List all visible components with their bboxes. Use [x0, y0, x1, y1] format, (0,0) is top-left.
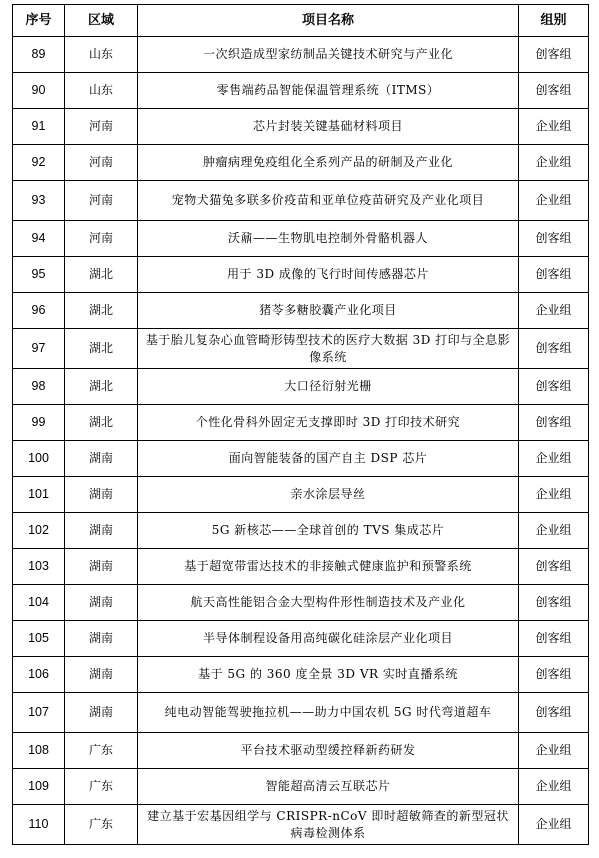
row-region-cell: 河南 — [65, 109, 138, 145]
row-number-cell: 92 — [13, 145, 65, 181]
row-number-cell: 107 — [13, 693, 65, 733]
table-body — [13, 37, 589, 845]
row-group-cell: 创客组 — [519, 221, 589, 257]
row-group-cell: 创客组 — [519, 621, 589, 657]
row-number-cell: 94 — [13, 221, 65, 257]
row-group-cell: 创客组 — [519, 73, 589, 109]
row-group-cell: 企业组 — [519, 109, 589, 145]
row-group-cell: 创客组 — [519, 257, 589, 293]
row-project-name-cell: 零售端药品智能保温管理系统（ITMS） — [138, 73, 519, 109]
row-number-cell: 98 — [13, 369, 65, 405]
table-row — [13, 733, 589, 769]
row-project-name-cell: 半导体制程设备用高纯碳化硅涂层产业化项目 — [138, 621, 519, 657]
table-row — [13, 37, 589, 73]
row-region-cell: 湖北 — [65, 329, 138, 369]
row-project-name-cell: 面向智能装备的国产自主 DSP 芯片 — [138, 441, 519, 477]
row-project-name-cell: 沃鼐——生物肌电控制外骨骼机器人 — [138, 221, 519, 257]
row-group-cell: 企业组 — [519, 769, 589, 805]
row-project-name-cell: 基于胎儿复杂心血管畸形铸型技术的医疗大数据 3D 打印与全息影像系统 — [138, 329, 519, 369]
row-project-name-cell: 建立基于宏基因组学与 CRISPR-nCoV 即时超敏筛查的新型冠状病毒检测体系 — [138, 805, 519, 845]
row-project-name-cell: 纯电动智能驾驶拖拉机——助力中国农机 5G 时代弯道超车 — [138, 693, 519, 733]
row-number-cell: 99 — [13, 405, 65, 441]
table-row — [13, 513, 589, 549]
table-row — [13, 621, 589, 657]
table-row — [13, 221, 589, 257]
row-region-cell: 湖南 — [65, 513, 138, 549]
table-row — [13, 109, 589, 145]
table-row — [13, 181, 589, 221]
row-project-name-cell: 智能超高清云互联芯片 — [138, 769, 519, 805]
row-number-cell: 95 — [13, 257, 65, 293]
row-group-cell: 企业组 — [519, 477, 589, 513]
row-project-name-cell: 基于 5G 的 360 度全景 3D VR 实时直播系统 — [138, 657, 519, 693]
row-project-name-cell: 猪苓多糖胶囊产业化项目 — [138, 293, 519, 329]
table-row — [13, 805, 589, 845]
row-group-cell: 企业组 — [519, 293, 589, 329]
row-region-cell: 湖北 — [65, 257, 138, 293]
table-row — [13, 293, 589, 329]
row-region-cell: 河南 — [65, 221, 138, 257]
row-group-cell: 创客组 — [519, 549, 589, 585]
row-region-cell: 湖南 — [65, 621, 138, 657]
row-project-name-cell: 平台技术驱动型缓控释新药研发 — [138, 733, 519, 769]
row-number-cell: 110 — [13, 805, 65, 845]
table-row — [13, 369, 589, 405]
row-project-name-cell: 亲水涂层导丝 — [138, 477, 519, 513]
table-row — [13, 257, 589, 293]
row-region-cell: 湖南 — [65, 693, 138, 733]
project-table — [12, 4, 589, 845]
row-region-cell: 湖北 — [65, 293, 138, 329]
row-region-cell: 山东 — [65, 73, 138, 109]
table-row — [13, 329, 589, 369]
row-project-name-cell: 芯片封装关键基础材料项目 — [138, 109, 519, 145]
row-project-name-cell: 5G 新核芯——全球首创的 TVS 集成芯片 — [138, 513, 519, 549]
table-row — [13, 769, 589, 805]
row-number-cell: 103 — [13, 549, 65, 585]
row-number-cell: 97 — [13, 329, 65, 369]
row-group-cell: 企业组 — [519, 513, 589, 549]
table-row — [13, 693, 589, 733]
row-group-cell: 企业组 — [519, 805, 589, 845]
row-region-cell: 湖南 — [65, 549, 138, 585]
header-group: 组别 — [519, 5, 589, 37]
row-number-cell: 91 — [13, 109, 65, 145]
row-group-cell: 创客组 — [519, 693, 589, 733]
table-row — [13, 585, 589, 621]
table-header-row — [13, 5, 589, 37]
row-number-cell: 101 — [13, 477, 65, 513]
row-group-cell: 创客组 — [519, 657, 589, 693]
table-row — [13, 657, 589, 693]
row-group-cell: 企业组 — [519, 181, 589, 221]
row-number-cell: 96 — [13, 293, 65, 329]
row-group-cell: 企业组 — [519, 441, 589, 477]
row-region-cell: 湖北 — [65, 405, 138, 441]
row-number-cell: 89 — [13, 37, 65, 73]
row-group-cell: 创客组 — [519, 37, 589, 73]
header-region: 区域 — [65, 5, 138, 37]
row-region-cell: 广东 — [65, 805, 138, 845]
row-number-cell: 93 — [13, 181, 65, 221]
row-number-cell: 90 — [13, 73, 65, 109]
row-number-cell: 100 — [13, 441, 65, 477]
row-group-cell: 创客组 — [519, 369, 589, 405]
row-number-cell: 108 — [13, 733, 65, 769]
row-number-cell: 102 — [13, 513, 65, 549]
header-project-name: 项目名称 — [138, 5, 519, 37]
row-region-cell: 河南 — [65, 145, 138, 181]
row-region-cell: 河南 — [65, 181, 138, 221]
row-number-cell: 106 — [13, 657, 65, 693]
row-group-cell: 创客组 — [519, 405, 589, 441]
row-group-cell: 创客组 — [519, 585, 589, 621]
row-project-name-cell: 大口径衍射光栅 — [138, 369, 519, 405]
row-region-cell: 湖南 — [65, 657, 138, 693]
row-number-cell: 104 — [13, 585, 65, 621]
row-number-cell: 105 — [13, 621, 65, 657]
row-project-name-cell: 一次织造成型家纺制品关键技术研究与产业化 — [138, 37, 519, 73]
row-project-name-cell: 基于超宽带雷达技术的非接触式健康监护和预警系统 — [138, 549, 519, 585]
row-group-cell: 企业组 — [519, 145, 589, 181]
row-group-cell: 创客组 — [519, 329, 589, 369]
table-row — [13, 73, 589, 109]
row-project-name-cell: 用于 3D 成像的飞行时间传感器芯片 — [138, 257, 519, 293]
row-region-cell: 湖南 — [65, 441, 138, 477]
row-region-cell: 广东 — [65, 733, 138, 769]
table-row — [13, 145, 589, 181]
row-group-cell: 企业组 — [519, 733, 589, 769]
table-row — [13, 549, 589, 585]
row-region-cell: 湖南 — [65, 477, 138, 513]
row-project-name-cell: 肿瘤病理免疫组化全系列产品的研制及产业化 — [138, 145, 519, 181]
row-number-cell: 109 — [13, 769, 65, 805]
row-region-cell: 广东 — [65, 769, 138, 805]
table-row — [13, 405, 589, 441]
row-region-cell: 湖南 — [65, 585, 138, 621]
row-project-name-cell: 航天高性能铝合金大型构件形性制造技术及产业化 — [138, 585, 519, 621]
row-region-cell: 山东 — [65, 37, 138, 73]
row-project-name-cell: 个性化骨科外固定无支撑即时 3D 打印技术研究 — [138, 405, 519, 441]
row-region-cell: 湖北 — [65, 369, 138, 405]
row-project-name-cell: 宠物犬猫兔多联多价疫苗和亚单位疫苗研究及产业化项目 — [138, 181, 519, 221]
table-row — [13, 477, 589, 513]
header-number: 序号 — [13, 5, 65, 37]
table-row — [13, 441, 589, 477]
